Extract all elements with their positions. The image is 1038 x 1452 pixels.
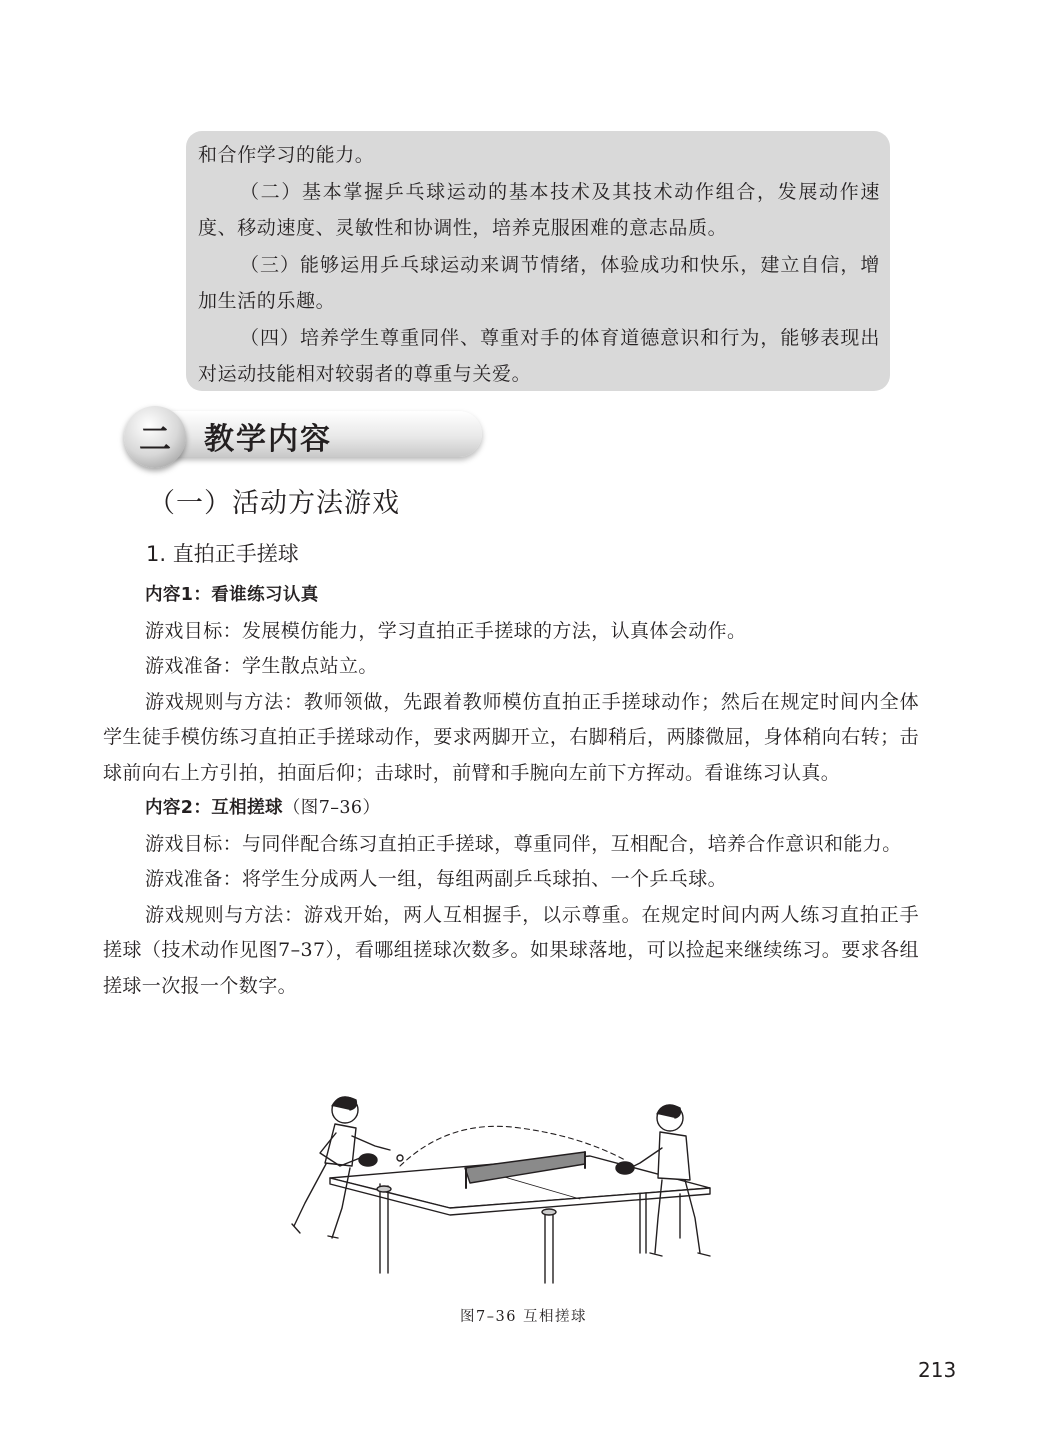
content2-rules: 游戏规则与方法：游戏开始，两人互相握手，以示尊重。在规定时间内两人练习直拍正手搓球（技术动作见图7–37），看哪组搓球次数多。如果球落地，可以捡起来继续练习。要求各组搓球一次报一个数字。 [103, 903, 919, 997]
section-title: 教学内容 [204, 422, 332, 457]
goal-paragraph-4: （四）培养学生尊重同伴、尊重对手的体育道德意识和行为，能够表现出对运动技能相对较弱者的尊重与关爱。 [198, 326, 880, 385]
content1-rules: 游戏规则与方法：教师领做，先跟着教师模仿直拍正手搓球动作；然后在规定时间内全体学生徒手模仿练习直拍正手搓球动作，要求两脚开立，右脚稍后，两膝微屈，身体稍向右转；击球前向右上方引拍，拍面后仰；击球时，前臂和手腕向左前下方挥动。看谁练习认真。 [103, 690, 919, 784]
content2-label [103, 791, 919, 827]
content1-prep: 游戏准备：学生散点站立。 [145, 655, 378, 677]
content2-goal: 游戏目标：与同伴配合练习直拍正手搓球，尊重同伴，互相配合，培养合作意识和能力。 [145, 832, 902, 855]
table-tennis-illustration [280, 1088, 740, 1288]
section-number-badge: 二 [124, 406, 186, 468]
item-title: 1. 直拍正手搓球 [146, 542, 299, 566]
content1-label: 内容1：看谁练习认真 [145, 585, 319, 605]
body-text [103, 578, 919, 1004]
goal-paragraph-2: （二）基本掌握乒乓球运动的基本技术及其技术动作组合，发展动作速度、移动速度、灵敏性和协调性，培养克服困难的意志品质。 [198, 180, 880, 239]
learning-goals-box [186, 131, 890, 391]
content2-figure-ref: （图7–36） [282, 798, 381, 818]
content1-goal: 游戏目标：发展模仿能力，学习直拍正手搓球的方法，认真体会动作。 [145, 619, 747, 642]
content2-prep: 游戏准备：将学生分成两人一组，每组两副乒乓球拍、一个乒乓球。 [145, 868, 728, 890]
subsection-title: （一）活动方法游戏 [148, 488, 400, 519]
goal-paragraph-3: （三）能够运用乒乓球运动来调节情绪，体验成功和快乐，建立自信，增加生活的乐趣。 [198, 253, 880, 312]
goal-line-1: 和合作学习的能力。 [198, 144, 375, 166]
content2-label-text: 内容2：互相搓球 [145, 798, 283, 818]
figure-caption: 图7–36 互相搓球 [460, 1309, 588, 1325]
section-heading [124, 406, 364, 466]
page-number: 213 [918, 1358, 957, 1382]
